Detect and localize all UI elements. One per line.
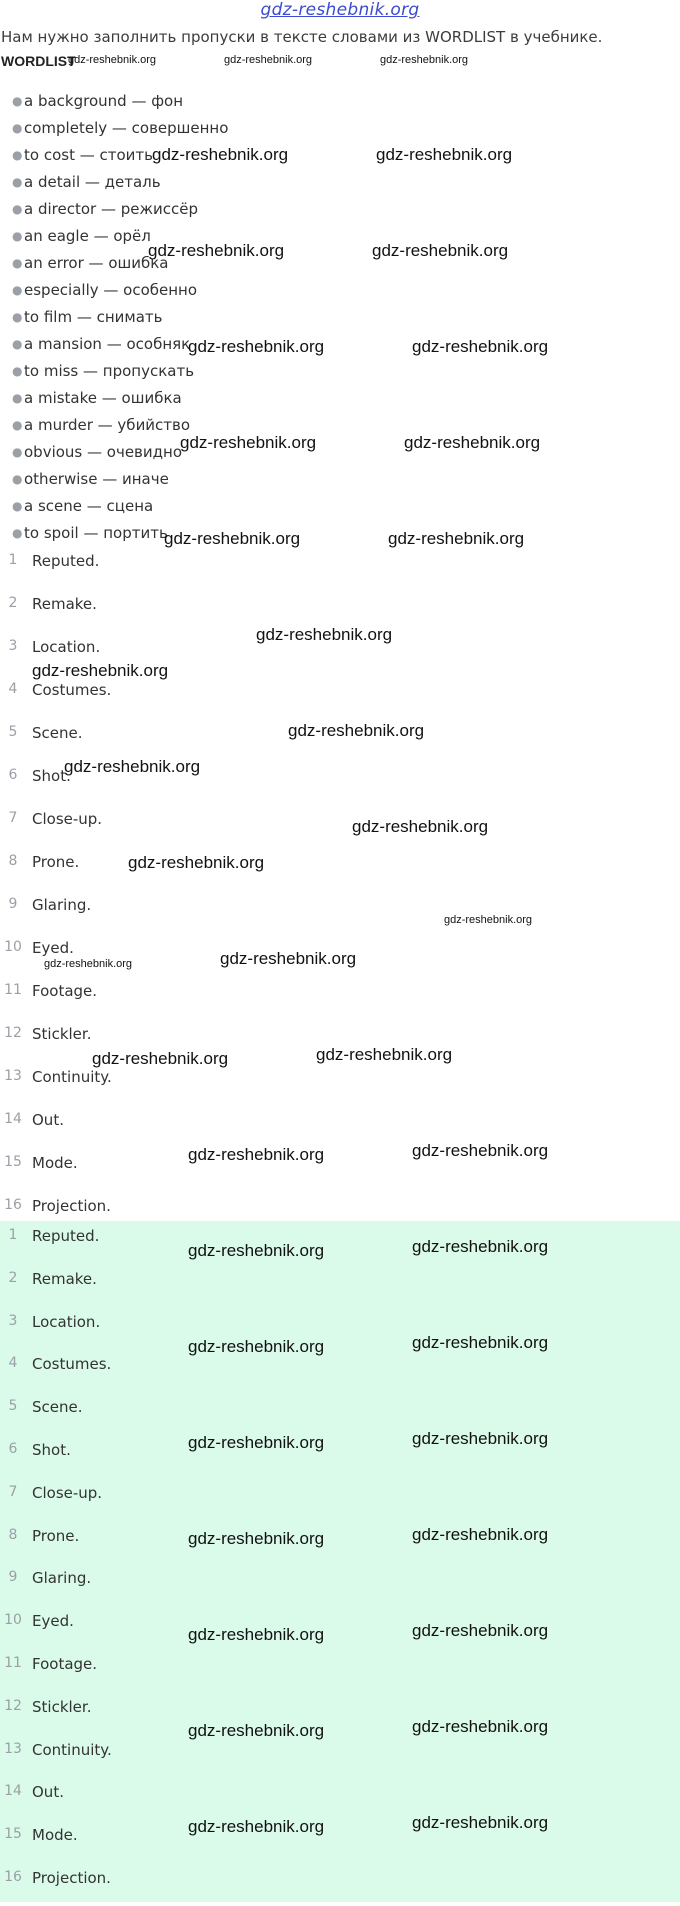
answer-text: Footage. — [32, 1654, 98, 1673]
answer-number: 1 — [8, 552, 18, 568]
bullet-icon: ● — [12, 499, 23, 513]
watermark: gdz-reshebnik.org — [412, 1333, 549, 1352]
watermark: gdz-reshebnik.org — [64, 757, 201, 776]
watermark: gdz-reshebnik.org — [412, 1525, 549, 1544]
vocab-item — [12, 466, 228, 493]
watermark: gdz-reshebnik.org — [128, 853, 265, 872]
answer-text: Remake. — [32, 1269, 97, 1288]
answer-text: Stickler. — [32, 1025, 92, 1043]
watermark: gdz-reshebnik.org — [188, 1721, 325, 1740]
answer-text: Eyed. — [32, 1612, 74, 1631]
watermark: gdz-reshebnik.org — [188, 1337, 325, 1356]
watermark: gdz-reshebnik.org — [68, 54, 157, 66]
watermark: gdz-reshebnik.org — [188, 1241, 325, 1260]
bullet-icon: ● — [12, 364, 23, 378]
answer-number: 10 — [4, 1612, 22, 1629]
answer-item — [0, 1221, 680, 1264]
answer-text: Costumes. — [32, 1355, 112, 1374]
answer-item — [0, 546, 680, 589]
bullet-icon: ● — [12, 121, 23, 135]
watermark: gdz-reshebnik.org — [444, 914, 533, 926]
watermark: gdz-reshebnik.org — [224, 54, 313, 66]
vocab-item — [12, 169, 228, 196]
answer-number: 7 — [8, 810, 18, 826]
watermark: gdz-reshebnik.org — [188, 1625, 325, 1644]
answer-text: Mode. — [32, 1154, 78, 1172]
answer-text: Projection. — [32, 1197, 111, 1215]
answer-number: 3 — [8, 638, 18, 654]
watermark: gdz-reshebnik.org — [188, 1145, 325, 1164]
answer-item — [0, 1105, 680, 1148]
vocab-item — [12, 277, 228, 304]
bullet-icon: ● — [12, 337, 23, 351]
vocab-text: a director — режиссёр — [24, 200, 198, 218]
answer-number: 14 — [4, 1783, 22, 1800]
answer-text: Eyed. — [32, 939, 74, 957]
vocab-item — [12, 385, 228, 412]
answer-item — [0, 1478, 680, 1521]
answer-text: Location. — [32, 1312, 101, 1331]
answer-text: Glaring. — [32, 1569, 92, 1588]
answer-text: Projection. — [32, 1868, 111, 1887]
answer-item — [0, 1435, 680, 1478]
watermark: gdz-reshebnik.org — [412, 1237, 549, 1256]
answer-number: 1 — [8, 1227, 18, 1243]
answer-item — [0, 976, 680, 1019]
bullet-icon: ● — [12, 229, 23, 243]
answer-number: 6 — [8, 767, 18, 783]
answer-number: 10 — [4, 939, 22, 955]
answer-number: 13 — [4, 1068, 22, 1084]
answer-number: 16 — [4, 1197, 22, 1213]
answer-text: Remake. — [32, 595, 97, 613]
answer-number: 15 — [4, 1154, 22, 1170]
watermark: gdz-reshebnik.org — [92, 1049, 229, 1068]
answer-text: Prone. — [32, 1526, 80, 1545]
vocab-text: a mistake — ошибка — [24, 389, 182, 407]
watermark: gdz-reshebnik.org — [188, 337, 325, 356]
answer-number: 8 — [8, 1526, 18, 1543]
bullet-icon: ● — [12, 256, 23, 270]
answer-text: Close-up. — [32, 810, 103, 828]
watermark: gdz-reshebnik.org — [32, 661, 169, 680]
bullet-icon: ● — [12, 202, 23, 216]
watermark: gdz-reshebnik.org — [220, 949, 357, 968]
wordlist-heading: WORDLIST — [1, 53, 76, 69]
answer-text: Continuity. — [32, 1740, 112, 1759]
vocab-text: a detail — деталь — [24, 173, 161, 191]
answer-text: Out. — [32, 1783, 64, 1802]
answer-item — [0, 1392, 680, 1435]
vocab-text: a murder — убийство — [24, 416, 191, 434]
answer-text: Prone. — [32, 853, 80, 871]
answer-number: 4 — [8, 1355, 18, 1372]
answer-number: 7 — [8, 1483, 18, 1500]
watermark: gdz-reshebnik.org — [412, 1813, 549, 1832]
highlighted-answer-list — [0, 1221, 680, 1902]
answer-item — [0, 1649, 680, 1692]
vocab-text: an eagle — орёл — [24, 227, 151, 245]
vocab-text: especially — особенно — [24, 281, 198, 299]
answer-item — [0, 1606, 680, 1649]
watermark: gdz-reshebnik.org — [44, 958, 133, 970]
answer-number: 3 — [8, 1312, 18, 1329]
vocab-item — [12, 88, 228, 115]
bullet-icon: ● — [12, 418, 23, 432]
bullet-icon: ● — [12, 526, 23, 540]
answer-item — [0, 890, 680, 933]
answer-number: 4 — [8, 681, 18, 697]
instruction-text: Нам нужно заполнить пропуски в тексте словами из WORDLIST в учебнике. — [1, 28, 603, 46]
vocab-item — [12, 493, 228, 520]
vocab-text: obvious — очевидно — [24, 443, 182, 461]
vocab-item — [12, 196, 228, 223]
answer-text: Shot. — [32, 767, 71, 785]
vocab-item — [12, 115, 228, 142]
answer-number: 15 — [4, 1826, 22, 1843]
watermark: gdz-reshebnik.org — [164, 529, 301, 548]
vocab-text: a scene — сцена — [24, 497, 154, 515]
bullet-icon: ● — [12, 148, 23, 162]
answer-text: Continuity. — [32, 1068, 112, 1086]
answer-number: 11 — [4, 1654, 22, 1671]
answer-number: 5 — [8, 1398, 18, 1415]
vocab-text: to miss — пропускать — [24, 362, 195, 380]
answer-text: Glaring. — [32, 896, 92, 914]
watermark: gdz-reshebnik.org — [412, 337, 549, 356]
answer-number: 6 — [8, 1440, 18, 1457]
answer-text: Costumes. — [32, 681, 112, 699]
answer-item — [0, 1735, 680, 1778]
bullet-icon: ● — [12, 472, 23, 486]
answer-number: 16 — [4, 1868, 22, 1885]
bullet-icon: ● — [12, 310, 23, 324]
watermark: gdz-reshebnik.org — [188, 1817, 325, 1836]
answer-text: Location. — [32, 638, 101, 656]
answer-text: Close-up. — [32, 1483, 103, 1502]
answer-item — [0, 804, 680, 847]
watermark: gdz-reshebnik.org — [376, 145, 513, 164]
watermark: gdz-reshebnik.org — [148, 241, 285, 260]
vocab-text: a background — фон — [24, 92, 184, 110]
answer-number: 5 — [8, 724, 18, 740]
answer-item — [0, 1307, 680, 1350]
watermark: gdz-reshebnik.org — [188, 1433, 325, 1452]
bullet-icon: ● — [12, 391, 23, 405]
watermark: gdz-reshebnik.org — [180, 433, 317, 452]
watermark: gdz-reshebnik.org — [152, 145, 289, 164]
answer-text: Footage. — [32, 982, 98, 1000]
vocab-text: to spoil — портить — [24, 524, 168, 542]
answer-text: Scene. — [32, 1398, 83, 1417]
watermark: gdz-reshebnik.org — [412, 1621, 549, 1640]
answer-number: 8 — [8, 853, 18, 869]
answer-number: 2 — [8, 1269, 18, 1286]
watermark: gdz-reshebnik.org — [412, 1141, 549, 1160]
watermark: gdz-reshebnik.org — [404, 433, 541, 452]
answer-item — [0, 1820, 680, 1863]
answer-item — [0, 675, 680, 718]
answer-number: 11 — [4, 982, 22, 998]
answer-item — [0, 1521, 680, 1564]
answer-number: 12 — [4, 1025, 22, 1041]
bullet-icon: ● — [12, 175, 23, 189]
answer-text: Scene. — [32, 724, 83, 742]
answer-item — [0, 1563, 680, 1606]
answer-item — [0, 1692, 680, 1735]
watermark: gdz-reshebnik.org — [388, 529, 525, 548]
vocab-text: a mansion — особняк — [24, 335, 191, 353]
answer-item — [0, 1863, 680, 1906]
answer-item — [0, 847, 680, 890]
watermark: gdz-reshebnik.org — [288, 721, 425, 740]
bullet-icon: ● — [12, 445, 23, 459]
watermark: gdz-reshebnik.org — [412, 1717, 549, 1736]
answer-text: Shot. — [32, 1440, 71, 1459]
watermark: gdz-reshebnik.org — [256, 625, 393, 644]
bullet-icon: ● — [12, 94, 23, 108]
site-title-link[interactable]: gdz-reshebnik.org — [260, 0, 420, 20]
watermark: gdz-reshebnik.org — [372, 241, 509, 260]
bullet-icon: ● — [12, 283, 23, 297]
watermark: gdz-reshebnik.org — [188, 1529, 325, 1548]
vocab-text: to cost — стоить — [24, 146, 153, 164]
answer-item — [0, 1148, 680, 1191]
answer-item — [0, 1349, 680, 1392]
answer-number: 13 — [4, 1740, 22, 1757]
vocab-text: completely — совершенно — [24, 119, 229, 137]
answer-item — [0, 1264, 680, 1307]
answer-list — [0, 546, 680, 1234]
vocab-item — [12, 304, 228, 331]
watermark: gdz-reshebnik.org — [352, 817, 489, 836]
vocab-item — [12, 358, 228, 385]
vocab-text: to film — снимать — [24, 308, 163, 326]
answer-number: 14 — [4, 1111, 22, 1127]
answer-number: 9 — [8, 896, 18, 912]
watermark: gdz-reshebnik.org — [316, 1045, 453, 1064]
watermark: gdz-reshebnik.org — [380, 54, 469, 66]
answer-number: 2 — [8, 595, 18, 611]
answer-text: Out. — [32, 1111, 64, 1129]
answer-number: 9 — [8, 1569, 18, 1586]
answer-item — [0, 1777, 680, 1820]
answer-text: Stickler. — [32, 1697, 92, 1716]
vocab-text: an error — ошибка — [24, 254, 169, 272]
answer-text: Mode. — [32, 1826, 78, 1845]
watermark: gdz-reshebnik.org — [412, 1429, 549, 1448]
answer-text: Reputed. — [32, 552, 100, 570]
answer-text: Reputed. — [32, 1227, 100, 1245]
answer-number: 12 — [4, 1697, 22, 1714]
vocab-text: otherwise — иначе — [24, 470, 169, 488]
